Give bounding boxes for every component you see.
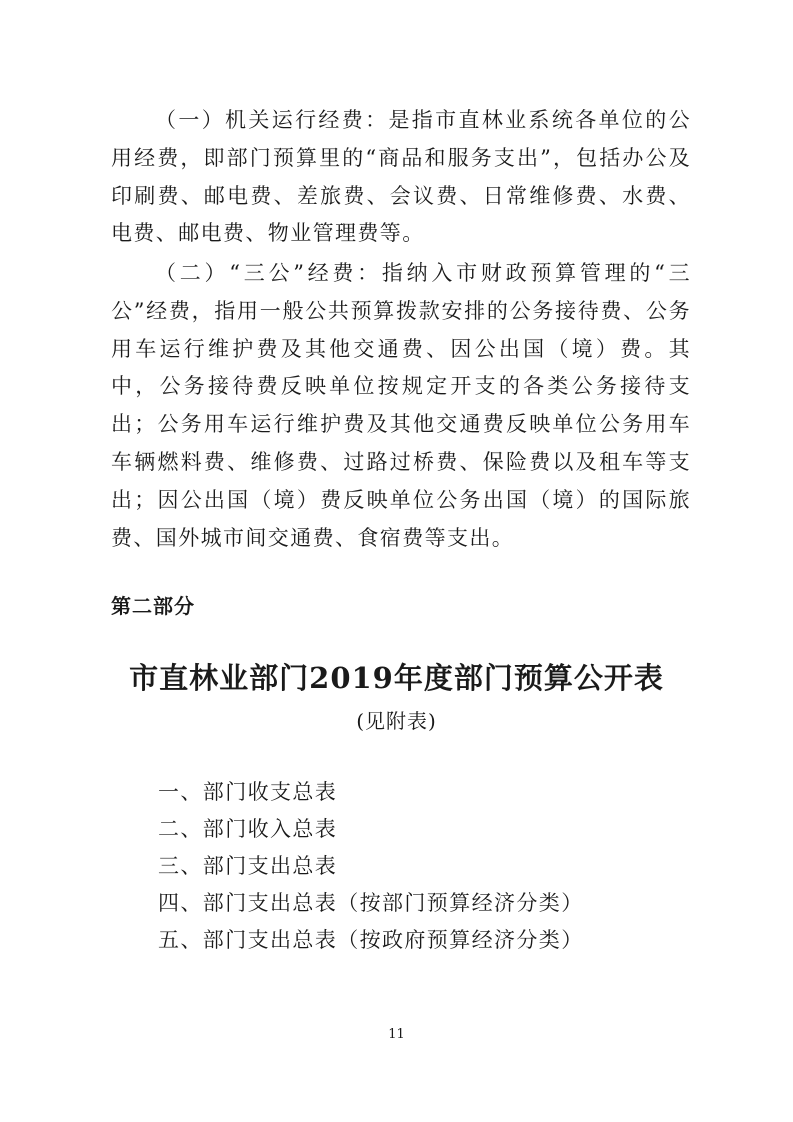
part-heading: 第二部分 bbox=[111, 594, 195, 618]
list-item: 四、部门支出总表（按部门预算经济分类） bbox=[158, 891, 584, 915]
table-list bbox=[158, 774, 584, 959]
list-item: 三、部门支出总表 bbox=[158, 854, 338, 878]
list-item: 二、部门收入总表 bbox=[158, 817, 338, 841]
paragraph-three-public-expenses: （二）“三公”经费：指纳入市财政预算管理的“三公”经费，指用一般公共预算拨款安排的公务接待费、公务用车运行维护费及其他交通费、因公出国（境）费。其中，公务接待费反映单位按规定开支的各类公务接待支出；公务用车运行维护费及其他交通费反映单位公务用车车辆燃料费、维修费、过路过桥费、保险费以及租车等支出；因公出国（境）费反映单位公务出国（境）的国际旅费、国外城市间交通费、食宿费等支出。 bbox=[111, 261, 691, 550]
paragraph-operating-expenses: （一）机关运行经费：是指市直林业系统各单位的公用经费，即部门预算里的“商品和服务支出”，包括办公及印刷费、邮电费、差旅费、会议费、日常维修费、水费、电费、邮电费、物业管理费等。 bbox=[111, 108, 691, 246]
list-item: 五、部门支出总表（按政府预算经济分类） bbox=[158, 928, 584, 952]
page-number: 11 bbox=[388, 1027, 405, 1042]
main-title: 市直林业部门2019年度部门预算公开表 bbox=[129, 661, 664, 695]
subtitle: (见附表) bbox=[356, 709, 437, 733]
list-item: 一、部门收支总表 bbox=[158, 780, 338, 804]
